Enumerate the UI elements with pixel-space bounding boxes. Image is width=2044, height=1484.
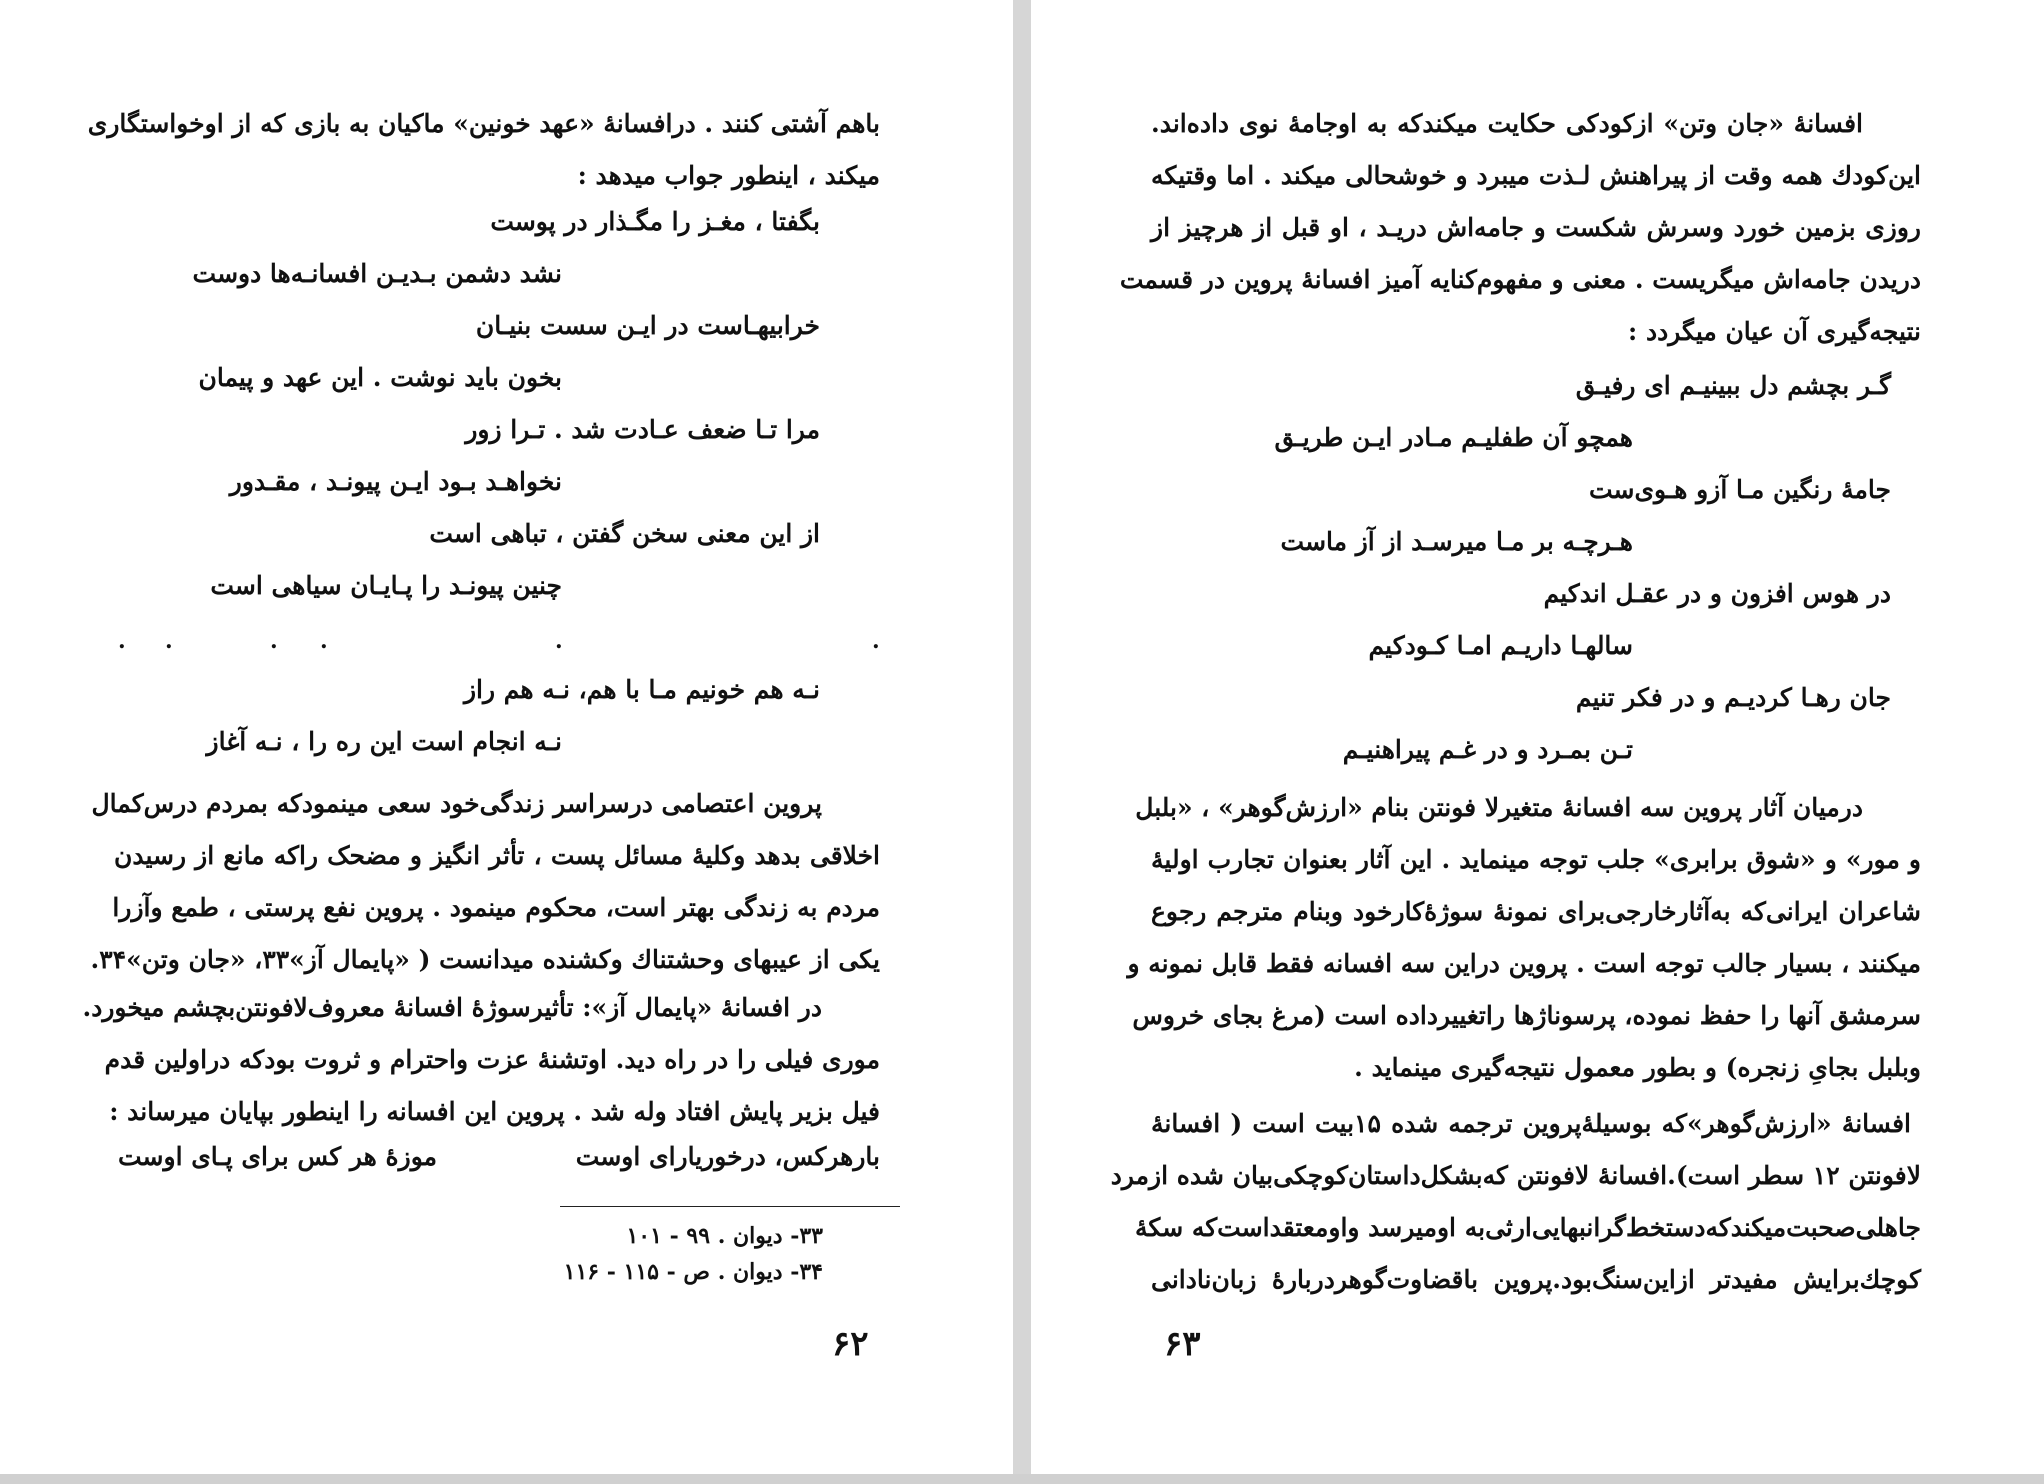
ellipsis-dot: . [118, 628, 126, 654]
right-intro-line: دریدن جامه‌اش میگریست . معنی و مفهوم‌کنایه آمیز افسانۀ پروین در قسمت [1119, 265, 1921, 294]
paragraph-line: پروین اعتصامی درسراسر زندگی‌خود سعی مینمودکه بمردم درس‌کمال [91, 789, 822, 818]
paragraph-line: میکنند ، بسیار جالب توجه است . پروین دراین سه افسانه فقط قابل نمونه و [1127, 949, 1921, 978]
paragraph-line: در افسانۀ «پایمال آز»: تأثیرسوژۀ افسانۀ معروف‌لافونتن‌بچشم میخورد. [82, 993, 822, 1022]
verse-hemistich: بارهرکس، درخوریارای اوست [575, 1142, 880, 1171]
verse-hemistich: تـن بمـرد و در غـم پیراهنیـم [1342, 735, 1633, 764]
right-intro-line: افسانۀ «جان وتن» ازکودکی حکایت میکندکه به اوجامۀ نوی داده‌اند. [1151, 109, 1863, 138]
footnote-33: ۳۳- دیوان . ۹۹ - ۱۰۱ [626, 1223, 823, 1249]
footnote-34: ۳۴- دیوان . ص - ۱۱۵ - ۱۱۶ [563, 1259, 823, 1285]
paragraph-line: و مور» و «شوق برابری» جلب توجه مینماید . این آثار بعنوان تجارب اولیۀ [1151, 845, 1921, 874]
paragraph-line: شاعران ایرانی‌که به‌آثارخارجی‌برای نمونۀ سوژۀ‌کارخود وبنام مترجم رجوع [1151, 897, 1921, 926]
ellipsis-dot: . [270, 628, 278, 654]
paragraph-line: وبلبل بجایِ زنجره) و بطور معمول نتیجه‌گیری مینماید . [1354, 1053, 1921, 1082]
left-paragraph-2 [82, 982, 880, 1138]
right-intro-line: روزی بزمین خورد وسرش شکست و جامه‌اش دریـد ، او قبل از هرچیز از [1151, 213, 1921, 242]
verse-hemistich: همچو آن طفلیـم مـادر ایـن طریـق [1274, 423, 1633, 452]
verse-hemistich: نـه هم خونیم مـا با هم، نـه هم راز [463, 675, 820, 704]
paragraph-line: اخلاقی بدهد وکلیۀ مسائل پست ، تأثر انگیز و مضحک راکه مانع از رسیدن [114, 841, 880, 870]
paragraph-line: درمیان آثار پروین سه افسانۀ متغیرلا فونتن بنام «ارزش‌گوهر» ، «بلبل [1135, 793, 1863, 822]
verse-hemistich: بگفتا ، مغـز را مگـذار در پوست [490, 207, 820, 236]
right-poem [1211, 360, 1891, 776]
verse-hemistich: سالهـا داریـم امـا کـودکیم [1368, 631, 1633, 660]
verse-hemistich: موزۀ هر کس برای پـای اوست [118, 1142, 437, 1171]
book-gutter [1013, 0, 1031, 1484]
paragraph-line: موری فیلی را در راه دید. اوتشنۀ عزت واحترام و ثروت بودکه دراولین قدم [104, 1045, 880, 1074]
paragraph-line: یکی از عیبهای وحشتناك وکشنده میدانست ( «پایمال آز»۳۳، «جان وتن»۳۴. [90, 945, 880, 974]
verse-hemistich: خرابیهـاست در ایـن سست بنیـان [475, 311, 820, 340]
left-paragraph-1 [90, 778, 880, 986]
ellipsis-dot: . [320, 628, 328, 654]
left-intro-line: باهم آشتی کنند . درافسانۀ «عهد خونین» ماکیان به بازی که از اوخواستگاری [87, 109, 880, 138]
page-number: ۶۲ [832, 1324, 869, 1364]
right-intro-line: این‌کودك همه وقت از پیراهنش لـذت میبرد و خوشحالی میکند . اما وقتیکه [1151, 161, 1921, 190]
ellipsis-dots [110, 628, 890, 658]
paragraph-line: مردم به زندگی بهتر است، محکوم مینمود . پروین نفع پرستی ، طمع وآزرا [112, 893, 880, 922]
verse-hemistich: نـه انجام است این ره را ، نـه آغاز [206, 727, 562, 756]
left-poem-2 [170, 664, 820, 768]
verse-hemistich: مرا تـا ضعف عـادت شد . تـرا زور [465, 415, 820, 444]
ellipsis-dot: . [872, 628, 880, 654]
paragraph-line: کوچك‌برایش مفیدتر ازاین‌سنگ‌بود.پروین باقضاوت‌گوهردربارۀ زبان‌نادانی [1151, 1265, 1921, 1294]
ellipsis-dot: . [555, 628, 563, 654]
right-intro-line: نتیجه‌گیری آن عیان میگردد : [1628, 317, 1921, 346]
page-63 [1031, 0, 2044, 1474]
left-poem-1 [170, 196, 820, 612]
verse-hemistich: نخواهـد بـود ایـن پیونـد ، مقـدور [229, 467, 562, 496]
right-paragraph-2 [1110, 1098, 1921, 1306]
page-number: ۶۳ [1164, 1324, 1201, 1364]
verse-hemistich: گـر بچشم دل ببینیـم ای رفیـق [1575, 371, 1891, 400]
footnote-divider [560, 1206, 900, 1207]
paragraph-line: فیل بزیر پایش افتاد وله شد . پروین این افسانه را اینطور بپایان میرساند : [109, 1097, 880, 1126]
verse-hemistich: از این معنی سخن گفتن ، تباهی است [429, 519, 820, 548]
verse-hemistich: نشد دشمن بـدیـن افسانـه‌ها دوست [192, 259, 562, 288]
paragraph-line: سرمشق آنها را حفظ نموده، پرسوناژها راتغییرداده است (مرغ بجای خروس [1132, 1001, 1921, 1030]
paragraph-line: افسانۀ «ارزش‌گوهر»که بوسیلۀپروین ترجمه شده ۱۵بیت است ( افسانۀ [1151, 1109, 1911, 1138]
right-intro [1119, 98, 1921, 358]
right-paragraph-1 [1127, 782, 1921, 1094]
verse-hemistich: بخون باید نوشت . این عهد و پیمان [198, 363, 562, 392]
left-intro-line: میکند ، اینطور جواب میدهد : [577, 161, 880, 190]
page-62 [0, 0, 1013, 1474]
verse-hemistich: جان رهـا کردیـم و در فکر تنیم [1575, 683, 1891, 712]
verse-hemistich: هـرچـه بر مـا میرسـد از آز ماست [1280, 527, 1633, 556]
page-bottom-edge [0, 1474, 2044, 1484]
verse-hemistich: در هوس افزون و در عقـل اندکیم [1543, 579, 1891, 608]
left-intro [87, 98, 880, 202]
verse-hemistich: جامۀ رنگین مـا آزو هـوی‌ست [1588, 475, 1891, 504]
paragraph-line: لافونتن ۱۲ سطر است).افسانۀ لافونتن که‌بشکل‌داستان‌کوچکی‌بیان شده ازمرد [1110, 1161, 1921, 1190]
verse-hemistich: چنین پیونـد را پـایـان سیاهی است [210, 571, 562, 600]
footnotes [483, 1218, 823, 1290]
paragraph-line: جاهلی‌صحبت‌میکندکه‌دستخط‌گرانبهایی‌ارثی‌به اومیرسد واومعتقداست‌که سکۀ [1135, 1213, 1921, 1242]
ellipsis-dot: . [165, 628, 173, 654]
